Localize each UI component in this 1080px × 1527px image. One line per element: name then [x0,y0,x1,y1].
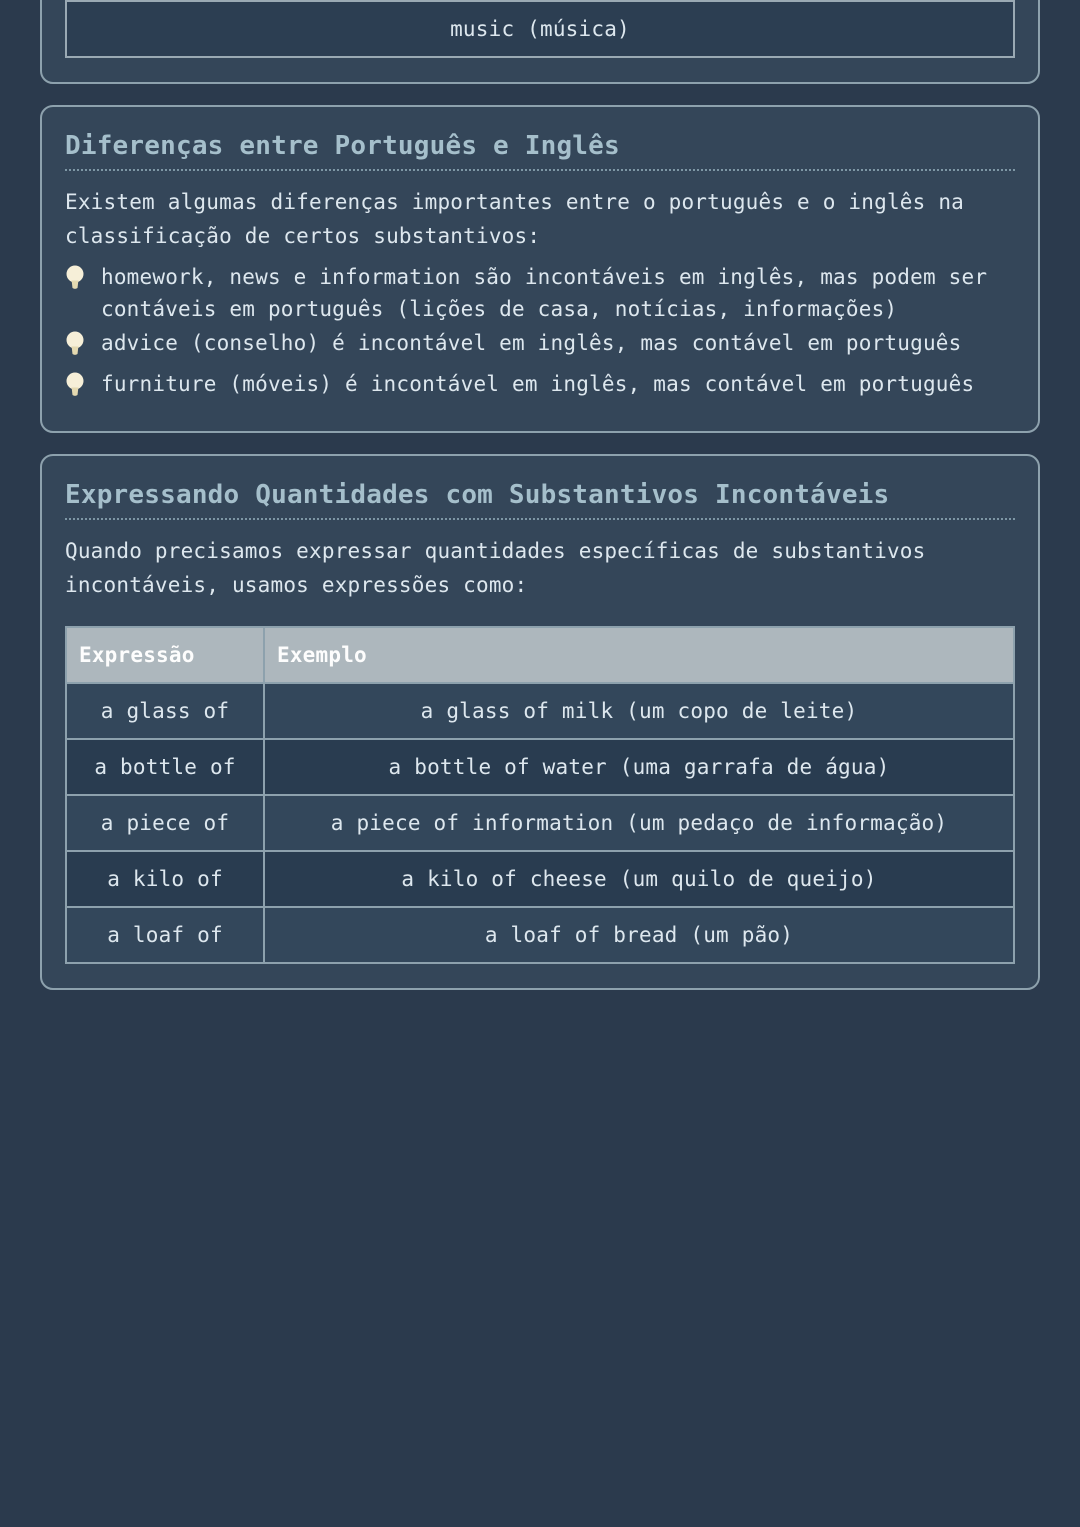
table-row [66,739,1014,795]
list-item-text: furniture (móveis) é incontável em inglês, mas contável em português [101,372,975,396]
quantities-card [40,454,1040,990]
differences-card [40,105,1040,433]
example-cell-text: music (música) [450,17,630,41]
previous-section-card [40,0,1040,84]
cell-expression: a bottle of [66,739,264,795]
table-row [66,795,1014,851]
table-row [66,683,1014,739]
cell-example: a kilo of cheese (um quilo de queijo) [264,851,1014,907]
cell-example: a loaf of bread (um pão) [264,907,1014,963]
lightbulb-icon [66,331,84,366]
cell-expression: a piece of [66,795,264,851]
list-item [65,327,1015,366]
list-item-text: homework, news e information são incontáveis em inglês, mas podem ser contáveis em português (lições de casa, notícias, informações) [101,265,988,321]
list-item-text: advice (conselho) é incontável em inglês, mas contável em português [101,331,962,355]
content-column [40,0,1040,990]
quantities-title: Expressando Quantidades com Substantivos Incontáveis [65,478,1015,520]
column-header-expression: Expressão [66,627,264,683]
cell-example: a glass of milk (um copo de leite) [264,683,1014,739]
list-item [65,368,1015,407]
differences-list [65,261,1015,407]
example-cell-music [65,0,1015,58]
cell-expression: a glass of [66,683,264,739]
cell-expression: a loaf of [66,907,264,963]
differences-intro: Existem algumas diferenças importantes entre o português e o inglês na classificação de certos substantivos: [65,190,965,248]
cell-example: a bottle of water (uma garrafa de água) [264,739,1014,795]
lightbulb-icon [66,265,84,300]
column-header-example: Exemplo [264,627,1014,683]
quantities-intro: Quando precisamos expressar quantidades específicas de substantivos incontáveis, usamos expressões como: [65,539,926,597]
cell-example: a piece of information (um pedaço de informação) [264,795,1014,851]
cell-expression: a kilo of [66,851,264,907]
list-item [65,261,1015,325]
differences-title: Diferenças entre Português e Inglês [65,129,1015,171]
table-row [66,851,1014,907]
table-header-row [66,627,1014,683]
table-row [66,907,1014,963]
quantities-table [65,626,1015,964]
lightbulb-icon [66,372,84,407]
